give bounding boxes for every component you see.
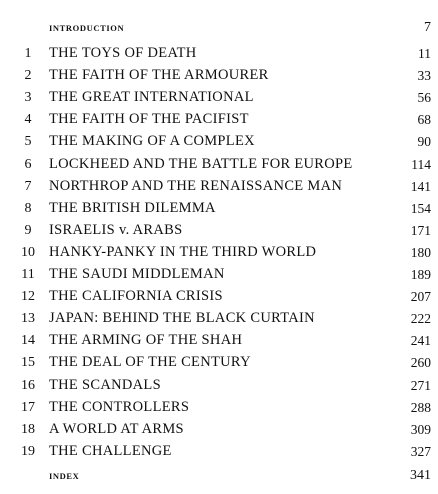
chapter-number: 18 — [21, 421, 35, 437]
toc-entry-index — [0, 466, 438, 488]
chapter-title: THE CALIFORNIA CRISIS — [49, 288, 223, 305]
toc-entry — [0, 66, 438, 88]
chapter-title: JAPAN: BEHIND THE BLACK CURTAIN — [49, 310, 315, 327]
chapter-number: 14 — [21, 333, 35, 349]
toc-entry — [0, 331, 438, 353]
toc-entry — [0, 442, 438, 464]
chapter-title: A WORLD AT ARMS — [49, 420, 184, 437]
toc-entry — [0, 287, 438, 309]
toc-entry — [0, 44, 438, 66]
chapter-page-number: 327 — [410, 443, 431, 459]
chapter-title: THE MAKING OF A COMPLEX — [49, 133, 255, 150]
chapter-title: THE SCANDALS — [49, 376, 161, 393]
chapter-title: ISRAELIS v. ARABS — [49, 221, 183, 238]
toc-entry-introduction — [0, 18, 438, 40]
chapter-number: 5 — [24, 134, 32, 150]
chapter-title: HANKY-PANKY IN THE THIRD WORLD — [49, 243, 317, 260]
toc-entry — [0, 353, 438, 375]
chapter-title: THE ARMING OF THE SHAH — [49, 332, 243, 349]
toc-entry — [0, 398, 438, 420]
chapter-number: 19 — [21, 443, 35, 459]
chapter-number: 10 — [21, 244, 35, 260]
chapter-page-number: 114 — [411, 156, 431, 172]
chapter-page-number: 288 — [410, 399, 431, 415]
chapter-number: 4 — [24, 112, 32, 128]
chapter-page-number: 33 — [417, 68, 431, 84]
chapter-title: THE CONTROLLERS — [49, 398, 190, 415]
entry-page-number: 7 — [424, 20, 431, 35]
chapter-number: 17 — [21, 399, 35, 415]
chapter-page-number: 141 — [410, 178, 431, 194]
toc-entry — [0, 243, 438, 265]
toc-entry — [0, 420, 438, 442]
chapter-page-number: 260 — [410, 355, 431, 371]
chapter-page-number: 154 — [410, 200, 431, 216]
chapter-page-number: 241 — [410, 333, 431, 349]
chapter-number: 6 — [24, 156, 32, 172]
chapter-page-number: 90 — [417, 134, 431, 150]
chapter-number: 7 — [24, 178, 32, 194]
toc-entry — [0, 88, 438, 110]
toc-entry — [0, 265, 438, 287]
chapter-number: 13 — [21, 311, 35, 327]
entry-title: INTRODUCTION — [49, 23, 125, 33]
chapter-number: 3 — [24, 90, 32, 106]
chapter-title: NORTHROP AND THE RENAISSANCE MAN — [49, 177, 343, 194]
entry-page-number: 341 — [410, 468, 431, 483]
chapter-number: 2 — [24, 68, 32, 84]
toc-entry — [0, 110, 438, 132]
chapter-page-number: 68 — [417, 112, 431, 128]
chapter-title: THE FAITH OF THE PACIFIST — [49, 111, 249, 128]
toc-entry — [0, 376, 438, 398]
chapter-page-number: 309 — [410, 421, 431, 437]
chapter-title: THE DEAL OF THE CENTURY — [49, 354, 251, 371]
chapter-title: THE TOYS OF DEATH — [49, 45, 197, 61]
chapter-page-number: 207 — [410, 289, 431, 305]
chapter-number: 16 — [21, 377, 35, 393]
chapter-number: 9 — [24, 222, 32, 238]
chapter-title: THE BRITISH DILEMMA — [49, 199, 216, 216]
chapter-page-number: 271 — [410, 377, 431, 393]
chapter-page-number: 11 — [418, 46, 431, 61]
toc-entry — [0, 199, 438, 221]
chapter-title: LOCKHEED AND THE BATTLE FOR EUROPE — [49, 155, 353, 172]
chapter-page-number: 180 — [410, 244, 431, 260]
chapter-page-number: 171 — [410, 222, 431, 238]
chapter-title: THE CHALLENGE — [49, 442, 172, 459]
toc-entry — [0, 221, 438, 243]
chapter-page-number: 222 — [410, 311, 431, 327]
chapter-page-number: 56 — [417, 90, 431, 106]
chapter-title: THE GREAT INTERNATIONAL — [49, 89, 254, 106]
toc-entry — [0, 309, 438, 331]
chapter-page-number: 189 — [410, 267, 431, 282]
chapter-number: 11 — [21, 267, 35, 282]
chapter-number: 15 — [21, 355, 35, 371]
chapter-title: THE SAUDI MIDDLEMAN — [49, 266, 225, 282]
entry-title: INDEX — [49, 471, 80, 481]
chapter-number: 12 — [21, 289, 35, 305]
chapter-number: 8 — [24, 200, 32, 216]
toc-entry — [0, 177, 438, 199]
toc-entry — [0, 132, 438, 154]
chapter-number: 1 — [24, 46, 32, 61]
chapter-title: THE FAITH OF THE ARMOURER — [49, 67, 269, 84]
toc-entry — [0, 155, 438, 177]
